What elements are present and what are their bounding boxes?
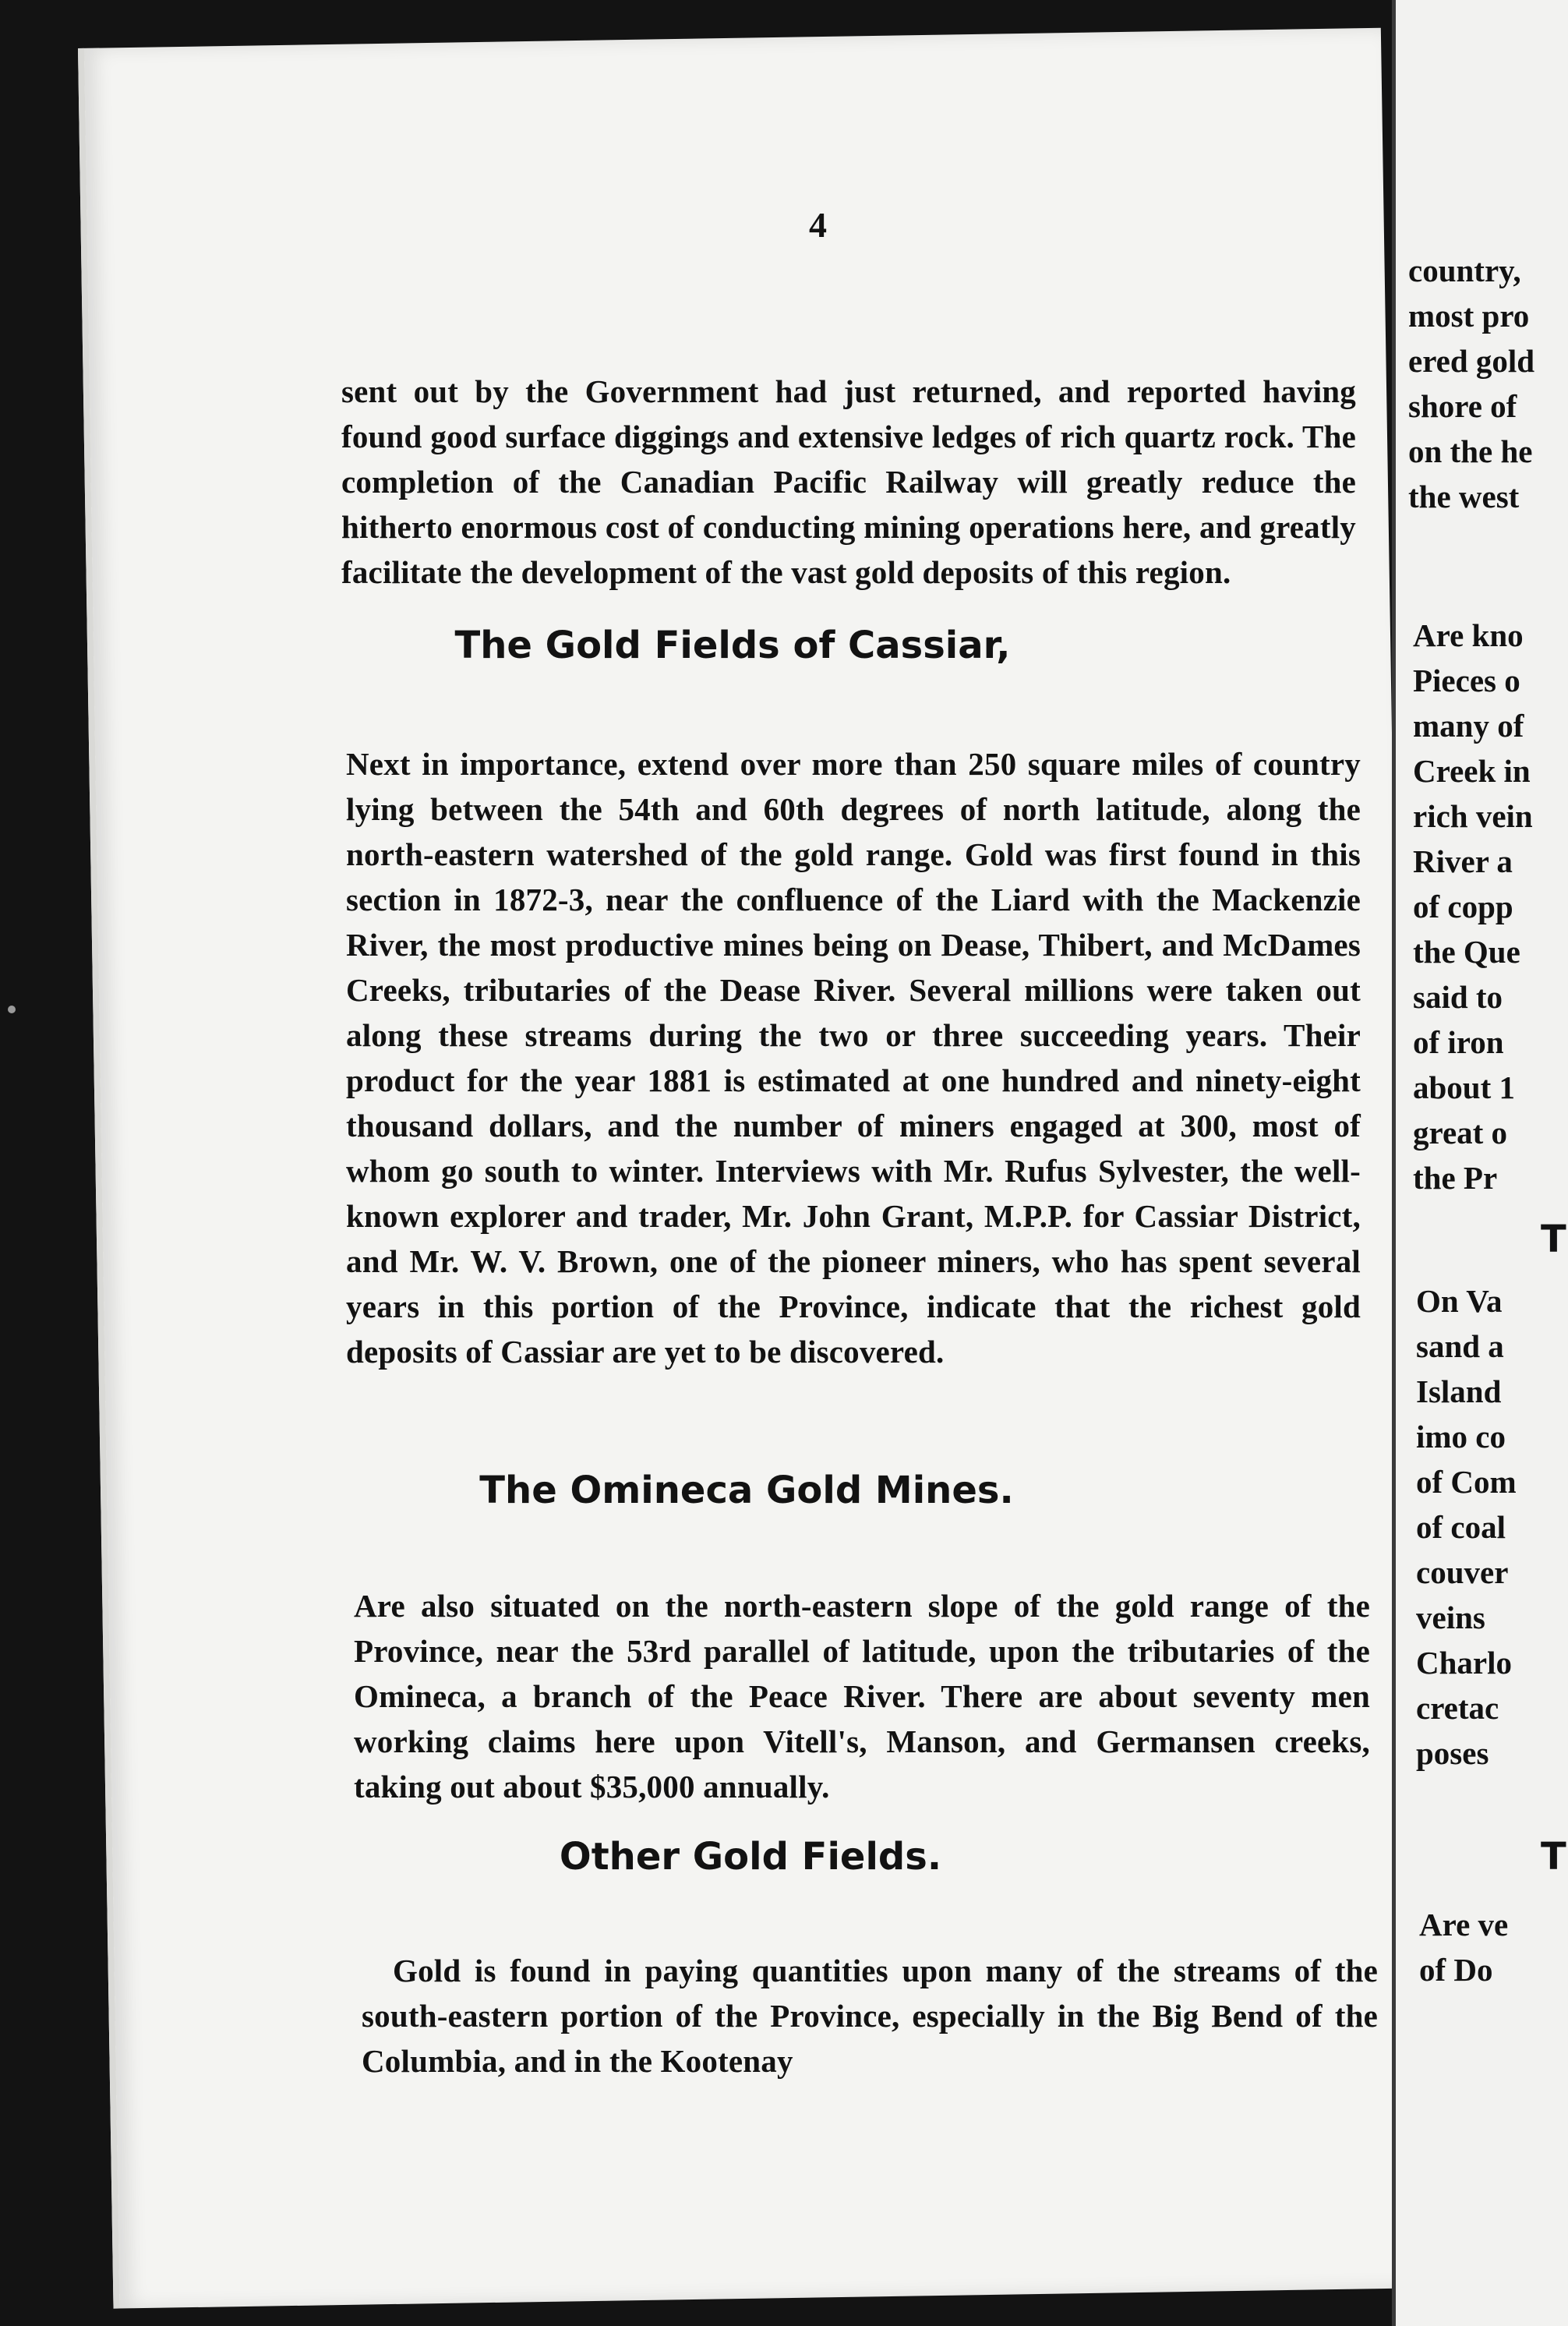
scan-speck: [8, 1006, 16, 1013]
right-line: Are ve: [1419, 1907, 1509, 1942]
right-line: veins: [1416, 1600, 1485, 1635]
right-line: about 1: [1413, 1069, 1516, 1105]
right-line: of Com: [1416, 1464, 1517, 1500]
cassiar-paragraph: Next in importance, extend over more than 250 square miles of country lying between the 54th and 60th degrees of north latitude, along the north-eastern watershed of the gold range. Gold was first found in this section in 1872-3, near the confluence of the Liard with the Mackenzie River, the most productive mines being on Dease, Thibert, and McDames Creeks, tributaries of the Dease River. Several millions were taken out along these streams during the two or three succeeding years. Their product for the year 1881 is estimated at one hundred and ninety-eight thousand dollars, and the number of miners engaged at 300, most of whom go south to winter. Interviews with Mr. Rufus Sylvester, the well-known explorer and trader, Mr. John Grant, M.P.P. for Cassiar District, and Mr. W. V. Brown, one of the pioneer miners, who has spent several years in this portion of the Province, indicate that the richest gold deposits of Cassiar are yet to be discovered.: [345, 745, 1361, 1370]
other-gold-fields-paragraph: Gold is found in paying quantities upon many of the streams of the south-eastern portion of the Province, especially in the Big Bend of the Columbia, and in the Kootenay: [361, 1952, 1378, 2079]
page-number: 4: [808, 204, 827, 245]
right-line: country,: [1408, 253, 1521, 288]
right-line: River a: [1413, 843, 1513, 879]
right-line: great o: [1413, 1115, 1508, 1151]
intro-paragraph: sent out by the Government had just returned, and reported having found good surface diggings and extensive ledges of rich quartz rock. The completion of the Canadian Pacific Railway will greatly reduce the hitherto enormous cost of conducting mining operations here, and greatly facilitate the development of the vast gold deposits of this region.: [341, 373, 1356, 590]
right-line: Are kno: [1413, 617, 1524, 653]
right-line: the Que: [1413, 934, 1520, 970]
right-line: shore of: [1408, 388, 1517, 424]
right-line: couver: [1416, 1554, 1509, 1590]
right-line: the Pr: [1413, 1160, 1498, 1196]
right-line: sand a: [1416, 1328, 1504, 1364]
omineca-paragraph: Are also situated on the north-eastern slope of the gold range of the Province, near the 53rd parallel of latitude, upon the tributaries of the Omineca, a branch of the Peace River. There are about seventy men working claims here upon Vitell's, Manson, and Germansen creeks, taking out about $35,000 annually.: [353, 1587, 1370, 1805]
right-bottom-lines: [1419, 1902, 1508, 1992]
left-page-content: [84, 48, 1381, 2309]
right-line: Charlo: [1416, 1645, 1512, 1681]
right-line: imo co: [1416, 1419, 1506, 1455]
right-line: on the he: [1408, 433, 1533, 469]
omineca-heading: The Omineca Gold Mines.: [479, 1468, 1014, 1512]
right-line: of iron: [1413, 1024, 1504, 1060]
right-line: of copp: [1413, 889, 1513, 924]
right-line: of coal: [1416, 1509, 1506, 1545]
right-heading-1: T: [1541, 1218, 1566, 1261]
right-line: cretac: [1416, 1690, 1499, 1726]
right-line: most pro: [1408, 298, 1530, 334]
left-page: [78, 28, 1416, 2309]
right-line: On Va: [1416, 1283, 1503, 1319]
cassiar-heading: The Gold Fields of Cassiar,: [454, 623, 1011, 667]
right-line: said to: [1413, 979, 1503, 1015]
right-line: ered gold: [1408, 343, 1535, 379]
right-heading-2: T: [1541, 1835, 1566, 1879]
right-line: the west: [1408, 479, 1520, 514]
right-line: many of: [1413, 708, 1524, 744]
right-line: rich vein: [1413, 798, 1533, 834]
right-lower-lines: [1416, 1278, 1517, 1776]
other-gold-fields-heading: Other Gold Fields.: [559, 1834, 942, 1879]
right-line: of Do: [1419, 1952, 1493, 1988]
right-page: [1392, 0, 1568, 2326]
right-line: Creek in: [1413, 753, 1531, 789]
right-line: poses: [1416, 1735, 1489, 1771]
right-top-lines: [1408, 248, 1534, 519]
right-line: Island: [1416, 1373, 1502, 1409]
right-middle-lines: [1413, 613, 1533, 1200]
right-line: Pieces o: [1413, 663, 1520, 698]
